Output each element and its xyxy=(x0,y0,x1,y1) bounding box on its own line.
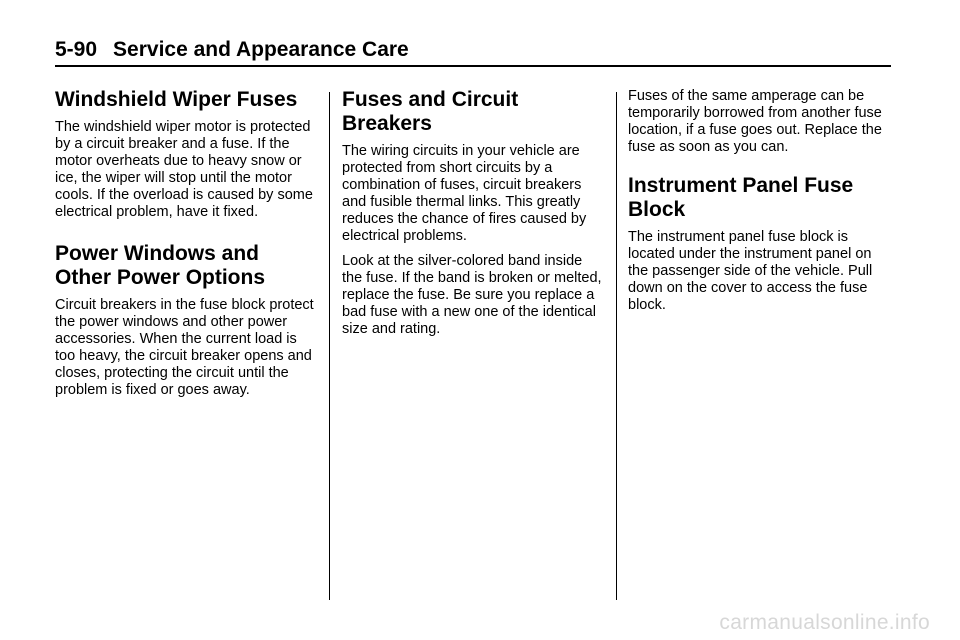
section-title: Service and Appearance Care xyxy=(113,38,409,61)
heading-windshield-wiper-fuses: Windshield Wiper Fuses xyxy=(55,88,298,111)
header-rule xyxy=(55,65,891,67)
column-divider-2 xyxy=(616,92,617,600)
paragraph-power-windows: Circuit breakers in the fuse block protect the power windows and other power accessories. When the current load is too heavy, the circuit breaker opens and closes, protecting the circuit until the problem is fixed or goes away. xyxy=(55,297,314,398)
heading-power-windows: Power Windows and Other Power Options xyxy=(55,242,266,289)
watermark: carmanualsonline.info xyxy=(719,611,930,634)
column-divider-1 xyxy=(329,92,330,600)
paragraph-wiring-circuits: The wiring circuits in your vehicle are protected from short circuits by a combination of fuses, circuit breakers and fusible thermal links. This greatly reduces the chance of fires caused by electrical problems. xyxy=(342,143,587,244)
heading-instrument-panel-fuse-block: Instrument Panel Fuse Block xyxy=(628,174,854,221)
heading-fuses-and-circuit-breakers: Fuses and Circuit Breakers xyxy=(342,88,519,135)
page-header xyxy=(55,38,891,66)
column-3 xyxy=(628,88,890,314)
column-2 xyxy=(342,88,604,338)
page-number: 5-90 xyxy=(55,38,98,61)
paragraph-windshield-wiper-fuses: The windshield wiper motor is protected by a circuit breaker and a fuse. If the motor overheats due to heavy snow or ice, the wiper will stop until the motor cools. If the overload is caused by some electrical problem, have it fixed. xyxy=(55,119,313,220)
paragraph-borrow-fuses: Fuses of the same amperage can be temporarily borrowed from another fuse location, if a fuse goes out. Replace the fuse as soon as you can. xyxy=(628,88,882,155)
column-1 xyxy=(55,88,317,399)
paragraph-silver-band: Look at the silver-colored band inside the fuse. If the band is broken or melted, replace the fuse. Be sure you replace a bad fuse with a new one of the identical size and rating. xyxy=(342,253,602,337)
paragraph-instrument-panel-fuse-block: The instrument panel fuse block is located under the instrument panel on the passenger side of the vehicle. Pull down on the cover to access the fuse block. xyxy=(628,229,873,313)
